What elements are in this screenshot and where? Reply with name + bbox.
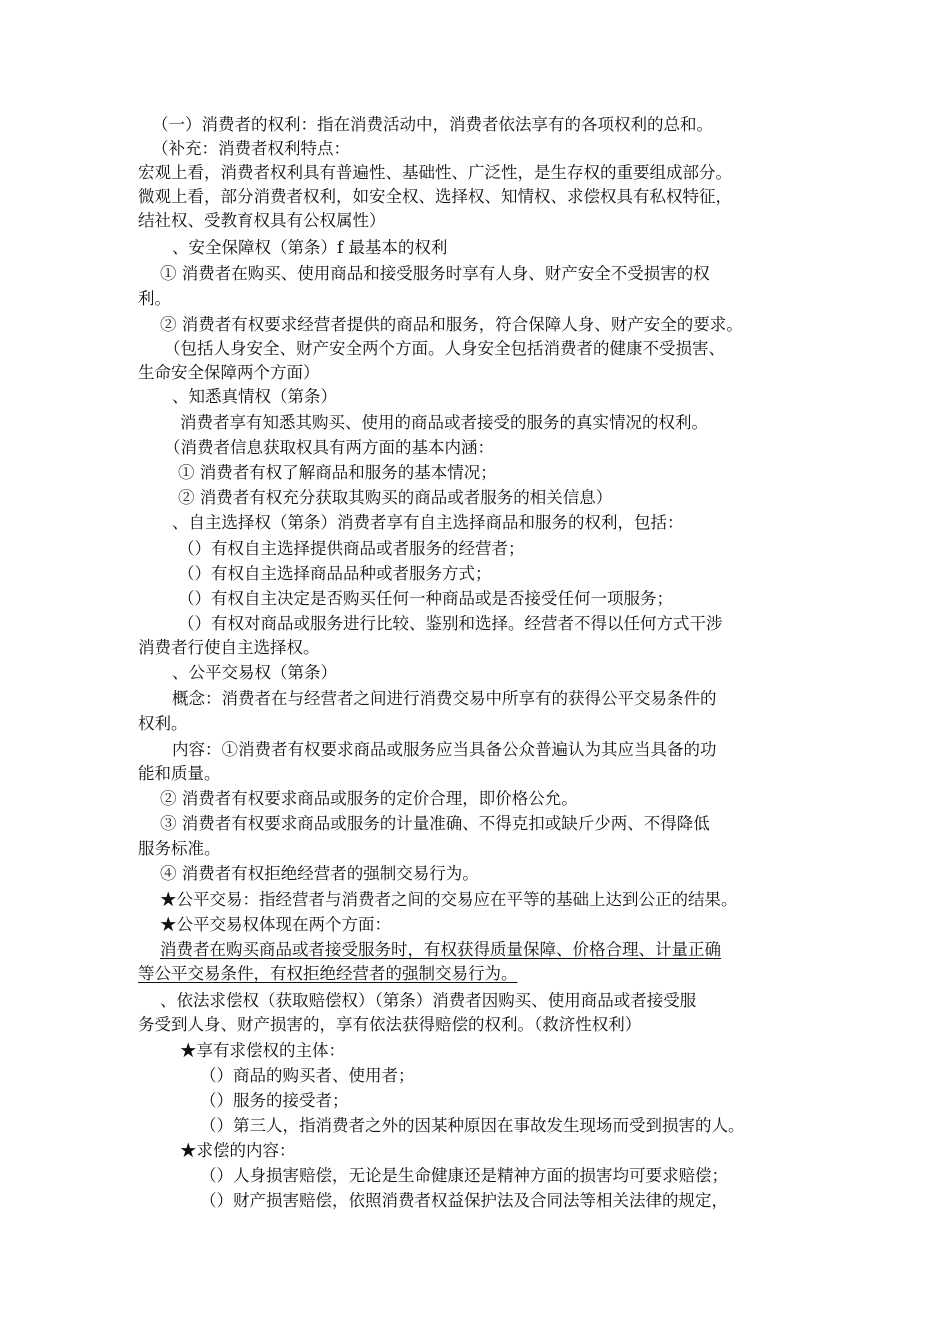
text-line: 生命安全保障两个方面） [138, 363, 320, 382]
heading-free-choice-right: 、自主选择权（第条）消费者享有自主选择商品和服务的权利，包括： [172, 513, 684, 532]
underlined-line: 消费者在购买商品或者接受服务时，有权获得质量保障、价格合理、计量正确 [160, 940, 721, 959]
list-item: ② 消费者有权充分获取其购买的商品或者服务的相关信息） [178, 488, 613, 507]
list-item: ④ 消费者有权拒绝经营者的强制交易行为。 [160, 864, 479, 883]
text-line: （一）消费者的权利：指在消费活动中，消费者依法享有的各项权利的总和。 [152, 115, 713, 134]
list-item: （）服务的接受者； [200, 1091, 349, 1110]
list-item: ② 消费者有权要求商品或服务的定价合理，即价格公允。 [160, 789, 578, 808]
heading-security-right: 、安全保障权（第条）f 最基本的权利 [172, 238, 448, 257]
text-line: 消费者享有知悉其购买、使用的商品或者接受的服务的真实情况的权利。 [180, 413, 708, 432]
text-line: ② 消费者有权要求经营者提供的商品和服务，符合保障人身、财产安全的要求。 [160, 315, 743, 334]
heading-compensation-right: 、依法求偿权（获取赔偿权）（第条）消费者因购买、使用商品或者接受服 [160, 991, 697, 1010]
list-item: （）第三人，指消费者之外的因某种原因在事故发生现场而受到损害的人。 [200, 1116, 745, 1135]
list-item: ① 消费者有权了解商品和服务的基本情况； [178, 463, 497, 482]
list-item: （）有权自主选择提供商品或者服务的经营者； [178, 539, 525, 558]
text-line: 务受到人身、财产损害的，享有依法获得赔偿的权利。（救济性权利） [138, 1015, 642, 1034]
text-line: （补充：消费者权利特点： [152, 139, 350, 158]
list-item: （）商品的购买者、使用者； [200, 1066, 415, 1085]
starred-line: ★公平交易：指经营者与消费者之间的交易应在平等的基础上达到公正的结果。 [160, 890, 738, 909]
text-line: 微观上看，部分消费者权利，如安全权、选择权、知情权、求偿权具有私权特征， [138, 187, 732, 206]
text-line: 结社权、受教育权具有公权属性） [138, 211, 386, 230]
text-line: 服务标准。 [138, 839, 221, 858]
starred-line: ★求偿的内容： [180, 1141, 296, 1160]
list-item: （）人身损害赔偿，无论是生命健康还是精神方面的损害均可要求赔偿； [200, 1166, 728, 1185]
list-item: （）财产损害赔偿，依照消费者权益保护法及合同法等相关法律的规定， [200, 1191, 728, 1210]
text-line: 宏观上看，消费者权利具有普遍性、基础性、广泛性，是生存权的重要组成部分。 [138, 163, 732, 182]
starred-line: ★享有求偿权的主体： [180, 1041, 345, 1060]
text-line: （包括人身安全、财产安全两个方面。人身安全包括消费者的健康不受损害、 [164, 339, 725, 358]
heading-know-truth-right: 、知悉真情权（第条） [172, 387, 337, 406]
text-line: ① 消费者在购买、使用商品和接受服务时享有人身、财产安全不受损害的权 [160, 264, 710, 283]
list-item: （）有权自主选择商品品种或者服务方式； [178, 564, 492, 583]
text-line: 消费者行使自主选择权。 [138, 638, 320, 657]
text-line: （消费者信息获取权具有两方面的基本内涵： [164, 438, 494, 457]
list-item: ③ 消费者有权要求商品或服务的计量准确、不得克扣或缺斤少两、不得降低 [160, 814, 710, 833]
text-line: 权利。 [138, 714, 188, 733]
text-line: 利。 [138, 289, 171, 308]
text-line: 内容：①消费者有权要求商品或服务应当具备公众普遍认为其应当具备的功 [172, 740, 717, 759]
text-line: 概念：消费者在与经营者之间进行消费交易中所享有的获得公平交易条件的 [172, 689, 717, 708]
heading-fair-trade-right: 、公平交易权（第条） [172, 663, 337, 682]
list-item: （）有权自主决定是否购买任何一种商品或是否接受任何一项服务； [178, 589, 673, 608]
text-line: 能和质量。 [138, 764, 221, 783]
underlined-line: 等公平交易条件，有权拒绝经营者的强制交易行为。 [138, 964, 518, 983]
list-item: （）有权对商品或服务进行比较、鉴别和选择。经营者不得以任何方式干涉 [178, 614, 723, 633]
starred-line: ★公平交易权体现在两个方面： [160, 915, 391, 934]
